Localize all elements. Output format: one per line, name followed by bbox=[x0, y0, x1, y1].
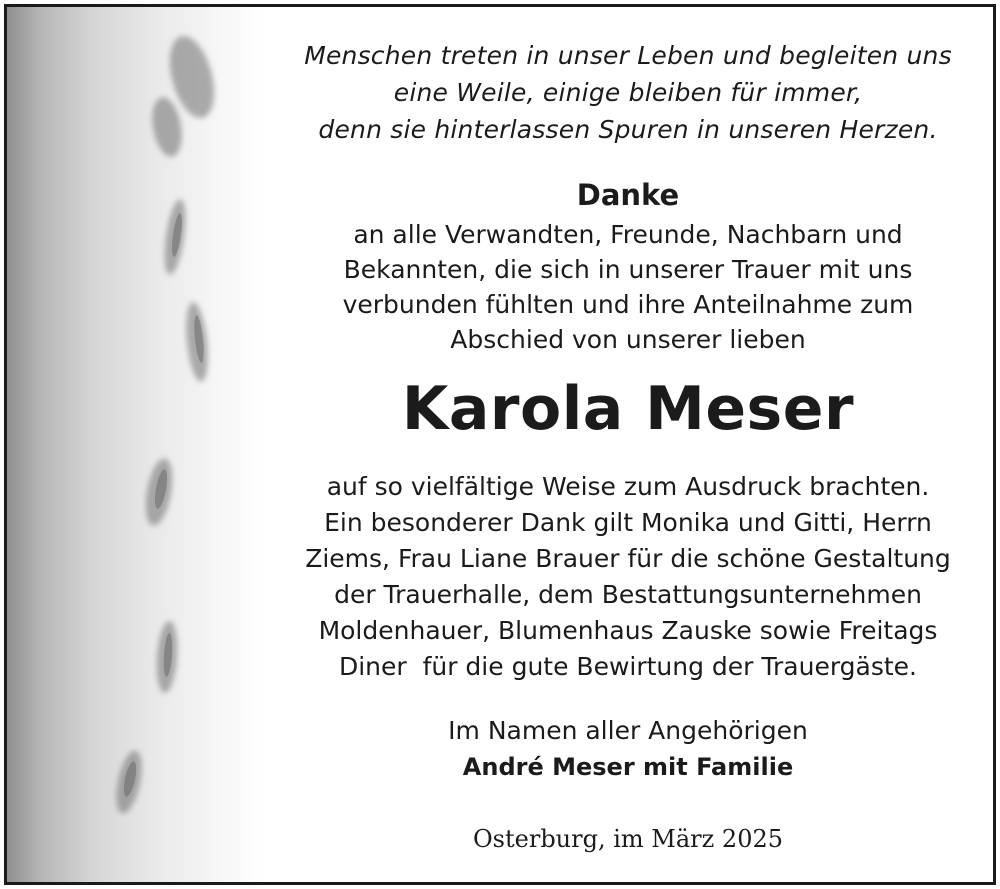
deceased-name: Karola Meser bbox=[401, 374, 855, 444]
footprints-icon bbox=[7, 7, 263, 882]
signature-intro: Im Namen aller Angehörigen bbox=[448, 716, 808, 745]
thanks-intro-line: verbunden fühlten und ihre Anteilnahme zum bbox=[342, 290, 914, 319]
notice-text bbox=[263, 7, 993, 882]
memorial-quote bbox=[263, 37, 993, 148]
thanks-intro-line: an alle Verwandten, Freunde, Nachbarn und bbox=[353, 220, 903, 249]
thanks-intro-line: Bekannten, die sich in unserer Trauer mit uns bbox=[343, 255, 913, 284]
obituary-card bbox=[4, 4, 996, 885]
signature-name: André Meser mit Familie bbox=[462, 753, 794, 781]
quote-line: Menschen treten in unser Leben und begleiten uns bbox=[304, 41, 952, 70]
thanks-intro bbox=[263, 217, 993, 357]
thanks-body bbox=[263, 469, 993, 685]
quote-line: denn sie hinterlassen Spuren in unseren Herzen. bbox=[318, 115, 938, 144]
thanks-body-line: auf so vielfältige Weise zum Ausdruck brachten. bbox=[326, 472, 930, 501]
quote-line: eine Weile, einige bleiben für immer, bbox=[393, 78, 863, 107]
thanks-body-line: Ziems, Frau Liane Brauer für die schöne Gestaltung bbox=[305, 544, 951, 573]
footprints-in-snow-image bbox=[7, 7, 263, 882]
thanks-body-line: Ein besonderer Dank gilt Monika und Gitti, Herrn bbox=[324, 508, 932, 537]
heading-danke: Danke bbox=[576, 178, 680, 212]
thanks-body-line: der Trauerhalle, dem Bestattungsunternehmen bbox=[334, 580, 922, 609]
thanks-body-line: Diner für die gute Bewirtung der Trauergäste. bbox=[338, 652, 918, 681]
thanks-body-line: Moldenhauer, Blumenhaus Zauske sowie Freitags bbox=[318, 616, 938, 645]
place-date: Osterburg, im März 2025 bbox=[473, 825, 783, 853]
thanks-intro-line: Abschied von unserer lieben bbox=[450, 325, 806, 354]
